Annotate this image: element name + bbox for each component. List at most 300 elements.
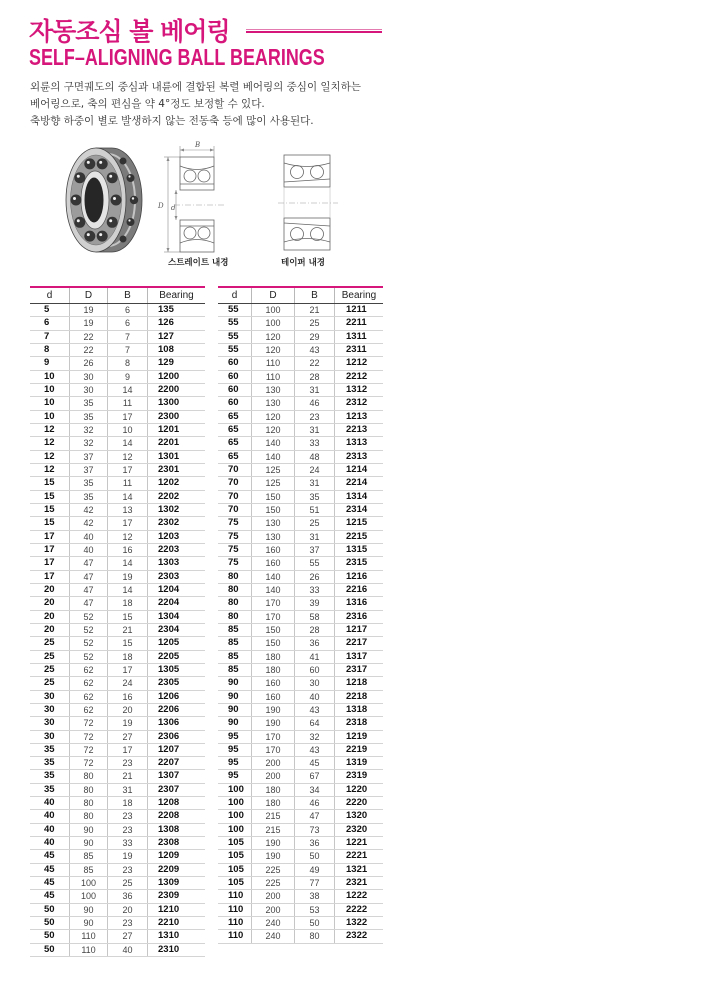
table-row xyxy=(218,770,383,783)
cell-bearing-no: 2306 xyxy=(158,730,180,742)
cell-width-B: 15 xyxy=(108,611,148,623)
cell-bearing-no: 1210 xyxy=(158,903,180,915)
cell-width-B: 33 xyxy=(295,437,335,449)
cell-bore-d: 17 xyxy=(30,557,70,569)
cell-width-B: 21 xyxy=(295,304,335,316)
table-row xyxy=(30,757,205,770)
cell-width-B: 55 xyxy=(295,557,335,569)
cell-bore-d: 10 xyxy=(30,411,70,423)
table-row xyxy=(218,451,383,464)
cell-outer-D: 160 xyxy=(252,677,295,689)
cell-outer-D: 120 xyxy=(252,411,295,423)
cell-bore-d: 80 xyxy=(218,584,252,596)
table-row xyxy=(218,624,383,637)
cell-outer-D: 19 xyxy=(70,317,108,329)
table-row xyxy=(30,411,205,424)
cell-width-B: 49 xyxy=(295,864,335,876)
cell-width-B: 28 xyxy=(295,371,335,383)
cell-bore-d: 45 xyxy=(30,850,70,862)
cell-bearing-no: 1304 xyxy=(158,610,180,622)
cell-outer-D: 80 xyxy=(70,770,108,782)
cell-width-B: 31 xyxy=(295,477,335,489)
cell-width-B: 36 xyxy=(108,890,148,902)
cell-outer-D: 35 xyxy=(70,477,108,489)
cell-bore-d: 17 xyxy=(30,544,70,556)
cell-width-B: 19 xyxy=(108,850,148,862)
cell-outer-D: 160 xyxy=(252,557,295,569)
cell-bore-d: 9 xyxy=(30,357,70,369)
cell-bearing-no: 1200 xyxy=(158,370,180,382)
cell-bore-d: 55 xyxy=(218,331,252,343)
cell-width-B: 24 xyxy=(108,677,148,689)
cell-width-B: 28 xyxy=(295,624,335,636)
cell-bore-d: 95 xyxy=(218,731,252,743)
cell-width-B: 21 xyxy=(108,770,148,782)
table-row xyxy=(30,837,205,850)
cell-outer-D: 200 xyxy=(252,904,295,916)
table-row xyxy=(30,584,205,597)
table-row xyxy=(218,437,383,450)
cell-bore-d: 85 xyxy=(218,637,252,649)
cell-width-B: 36 xyxy=(295,637,335,649)
cell-bearing-no: 2318 xyxy=(346,717,368,729)
cell-bearing-no: 2300 xyxy=(158,410,180,422)
cell-bore-d: 20 xyxy=(30,624,70,636)
cell-width-B: 43 xyxy=(295,704,335,716)
cell-bore-d: 105 xyxy=(218,864,252,876)
cell-bearing-no: 1206 xyxy=(158,690,180,702)
cell-bearing-no: 2215 xyxy=(346,530,368,542)
figure-label-taper-bore: 테이퍼 내경 xyxy=(281,258,326,268)
header-d: d xyxy=(30,288,70,303)
cell-width-B: 47 xyxy=(295,810,335,822)
cell-bore-d: 50 xyxy=(30,944,70,956)
cell-bore-d: 75 xyxy=(218,517,252,529)
cell-bearing-no: 2207 xyxy=(158,757,180,769)
cell-bearing-no: 1204 xyxy=(158,583,180,595)
cell-width-B: 51 xyxy=(295,504,335,516)
cell-width-B: 39 xyxy=(295,597,335,609)
cell-bearing-no: 1310 xyxy=(158,930,180,942)
cell-outer-D: 190 xyxy=(252,717,295,729)
table-row xyxy=(30,371,205,384)
cell-bore-d: 60 xyxy=(218,384,252,396)
table-row xyxy=(30,597,205,610)
cell-outer-D: 42 xyxy=(70,517,108,529)
cell-bearing-no: 2208 xyxy=(158,810,180,822)
dim-label-B: B xyxy=(195,141,201,149)
cell-width-B: 16 xyxy=(108,544,148,556)
cell-bearing-no: 1305 xyxy=(158,663,180,675)
cell-bore-d: 35 xyxy=(30,744,70,756)
cell-bore-d: 7 xyxy=(30,331,70,343)
table-row xyxy=(218,677,383,690)
cell-width-B: 19 xyxy=(108,571,148,583)
cell-bore-d: 12 xyxy=(30,437,70,449)
table-row xyxy=(30,904,205,917)
cell-width-B: 9 xyxy=(108,371,148,383)
table-row xyxy=(218,491,383,504)
table-row xyxy=(30,744,205,757)
cell-width-B: 26 xyxy=(295,571,335,583)
table-row xyxy=(30,850,205,863)
bearing-table-right xyxy=(218,286,383,944)
table-row xyxy=(218,797,383,810)
cell-width-B: 15 xyxy=(108,637,148,649)
table-row xyxy=(30,890,205,903)
cell-bore-d: 65 xyxy=(218,424,252,436)
cell-width-B: 29 xyxy=(295,331,335,343)
cell-bore-d: 105 xyxy=(218,837,252,849)
cell-width-B: 17 xyxy=(108,411,148,423)
cell-width-B: 6 xyxy=(108,304,148,316)
cell-width-B: 17 xyxy=(108,664,148,676)
table-row xyxy=(218,864,383,877)
cell-bearing-no: 1220 xyxy=(346,783,368,795)
cell-bore-d: 15 xyxy=(30,517,70,529)
cell-bearing-no: 1207 xyxy=(158,743,180,755)
cell-outer-D: 170 xyxy=(252,611,295,623)
title-rule-bar xyxy=(246,31,382,33)
cell-width-B: 46 xyxy=(295,797,335,809)
cell-bearing-no: 1201 xyxy=(158,423,180,435)
cell-bore-d: 40 xyxy=(30,824,70,836)
cell-outer-D: 180 xyxy=(252,651,295,663)
table-row xyxy=(218,717,383,730)
table-row xyxy=(218,930,383,943)
table-row xyxy=(218,544,383,557)
cell-width-B: 22 xyxy=(295,357,335,369)
cell-bore-d: 20 xyxy=(30,611,70,623)
table-body xyxy=(218,304,383,944)
cell-bore-d: 60 xyxy=(218,357,252,369)
cell-outer-D: 110 xyxy=(70,930,108,942)
header-bearing: Bearing xyxy=(341,290,377,301)
straight-bore-drawing xyxy=(154,140,232,258)
cell-width-B: 40 xyxy=(108,944,148,956)
cell-bearing-no: 2213 xyxy=(346,423,368,435)
table-row xyxy=(30,797,205,810)
cell-width-B: 67 xyxy=(295,770,335,782)
dimension-lines xyxy=(164,146,214,252)
cell-bearing-no: 129 xyxy=(158,357,174,369)
cell-bearing-no: 2217 xyxy=(346,637,368,649)
cell-outer-D: 130 xyxy=(252,384,295,396)
cell-width-B: 45 xyxy=(295,757,335,769)
side-face-lines xyxy=(284,187,330,218)
cell-width-B: 31 xyxy=(295,384,335,396)
table-row xyxy=(218,331,383,344)
header-d: d xyxy=(218,288,252,303)
cell-outer-D: 125 xyxy=(252,477,295,489)
table-row xyxy=(30,637,205,650)
cell-width-B: 14 xyxy=(108,437,148,449)
table-row xyxy=(218,384,383,397)
table-row xyxy=(218,664,383,677)
cell-bore-d: 105 xyxy=(218,877,252,889)
cell-outer-D: 110 xyxy=(252,357,295,369)
cell-outer-D: 100 xyxy=(252,317,295,329)
cell-outer-D: 170 xyxy=(252,597,295,609)
cell-bore-d: 70 xyxy=(218,477,252,489)
table-row xyxy=(218,504,383,517)
cell-bore-d: 17 xyxy=(30,571,70,583)
cell-bore-d: 12 xyxy=(30,451,70,463)
cell-width-B: 27 xyxy=(108,731,148,743)
cell-bore-d: 40 xyxy=(30,797,70,809)
cell-bore-d: 10 xyxy=(30,371,70,383)
cell-width-B: 48 xyxy=(295,451,335,463)
cell-outer-D: 140 xyxy=(252,451,295,463)
table-row xyxy=(218,611,383,624)
cell-outer-D: 62 xyxy=(70,664,108,676)
cell-width-B: 73 xyxy=(295,824,335,836)
cell-width-B: 21 xyxy=(108,624,148,636)
cell-width-B: 11 xyxy=(108,397,148,409)
header-D: D xyxy=(252,288,295,303)
cell-outer-D: 125 xyxy=(252,464,295,476)
cell-bearing-no: 1202 xyxy=(158,477,180,489)
table-row xyxy=(30,864,205,877)
cell-width-B: 18 xyxy=(108,597,148,609)
cell-bearing-no: 2309 xyxy=(158,890,180,902)
cell-bore-d: 100 xyxy=(218,797,252,809)
cell-bore-d: 100 xyxy=(218,824,252,836)
table-row xyxy=(218,824,383,837)
table-row xyxy=(218,517,383,530)
cell-outer-D: 225 xyxy=(252,864,295,876)
table-row xyxy=(218,557,383,570)
cell-outer-D: 215 xyxy=(252,810,295,822)
table-row xyxy=(30,397,205,410)
cell-bearing-no: 1307 xyxy=(158,770,180,782)
cell-outer-D: 22 xyxy=(70,344,108,356)
table-row xyxy=(30,784,205,797)
cell-bore-d: 50 xyxy=(30,930,70,942)
table-row xyxy=(218,584,383,597)
cell-bore-d: 95 xyxy=(218,757,252,769)
cell-width-B: 33 xyxy=(108,837,148,849)
table-row xyxy=(30,517,205,530)
table-row xyxy=(218,877,383,890)
cell-bearing-no: 1214 xyxy=(346,463,368,475)
cell-outer-D: 150 xyxy=(252,491,295,503)
cell-outer-D: 32 xyxy=(70,437,108,449)
table-row xyxy=(30,704,205,717)
page-title-korean: 자동조심 볼 베어링 xyxy=(29,17,230,46)
cell-bearing-no: 1219 xyxy=(346,730,368,742)
bore xyxy=(85,178,104,223)
cell-outer-D: 240 xyxy=(252,917,295,929)
cell-width-B: 14 xyxy=(108,491,148,503)
cell-bearing-no: 127 xyxy=(158,330,174,342)
cell-bearing-no: 2316 xyxy=(346,610,368,622)
cell-bore-d: 80 xyxy=(218,597,252,609)
cell-bore-d: 20 xyxy=(30,597,70,609)
cell-width-B: 14 xyxy=(108,557,148,569)
cell-outer-D: 215 xyxy=(252,824,295,836)
cell-outer-D: 130 xyxy=(252,517,295,529)
cell-bore-d: 50 xyxy=(30,917,70,929)
cell-width-B: 11 xyxy=(108,477,148,489)
header-B: B xyxy=(108,288,148,303)
table-row xyxy=(218,731,383,744)
table-row xyxy=(30,651,205,664)
cell-bearing-no: 1205 xyxy=(158,637,180,649)
cell-bore-d: 90 xyxy=(218,704,252,716)
cell-outer-D: 120 xyxy=(252,344,295,356)
cell-bearing-no: 2313 xyxy=(346,450,368,462)
cell-outer-D: 35 xyxy=(70,411,108,423)
cell-width-B: 60 xyxy=(295,664,335,676)
cell-outer-D: 100 xyxy=(252,304,295,316)
table-row xyxy=(30,317,205,330)
cell-bearing-no: 1216 xyxy=(346,570,368,582)
cell-bearing-no: 1321 xyxy=(346,863,368,875)
cell-outer-D: 30 xyxy=(70,384,108,396)
cell-width-B: 14 xyxy=(108,584,148,596)
cell-bore-d: 35 xyxy=(30,770,70,782)
cell-bore-d: 5 xyxy=(30,304,70,316)
cell-bearing-no: 2308 xyxy=(158,837,180,849)
cell-width-B: 53 xyxy=(295,904,335,916)
table-row xyxy=(218,904,383,917)
cell-width-B: 41 xyxy=(295,651,335,663)
table-row xyxy=(30,491,205,504)
table-row xyxy=(218,837,383,850)
cell-bore-d: 110 xyxy=(218,904,252,916)
table-row xyxy=(218,344,383,357)
table-row xyxy=(218,691,383,704)
cell-bearing-no: 108 xyxy=(158,343,174,355)
cell-width-B: 50 xyxy=(295,917,335,929)
cell-outer-D: 90 xyxy=(70,824,108,836)
table-row xyxy=(30,810,205,823)
cell-outer-D: 62 xyxy=(70,691,108,703)
cell-width-B: 30 xyxy=(295,677,335,689)
cell-width-B: 43 xyxy=(295,744,335,756)
cell-bearing-no: 2203 xyxy=(158,543,180,555)
cell-bore-d: 100 xyxy=(218,784,252,796)
cell-bore-d: 95 xyxy=(218,770,252,782)
cell-bearing-no: 2319 xyxy=(346,770,368,782)
cell-outer-D: 62 xyxy=(70,704,108,716)
table-row xyxy=(218,371,383,384)
cell-outer-D: 30 xyxy=(70,371,108,383)
header-D: D xyxy=(70,288,108,303)
cell-width-B: 25 xyxy=(295,317,335,329)
cell-outer-D: 140 xyxy=(252,571,295,583)
cell-outer-D: 52 xyxy=(70,651,108,663)
cell-bearing-no: 2307 xyxy=(158,783,180,795)
cell-bearing-no: 1306 xyxy=(158,717,180,729)
header-B: B xyxy=(295,288,335,303)
cell-outer-D: 47 xyxy=(70,557,108,569)
cell-bearing-no: 2210 xyxy=(158,917,180,929)
table-row xyxy=(218,397,383,410)
cell-bearing-no: 1311 xyxy=(346,330,367,342)
cell-width-B: 23 xyxy=(108,864,148,876)
cell-width-B: 13 xyxy=(108,504,148,516)
cell-bearing-no: 2303 xyxy=(158,570,180,582)
cell-outer-D: 42 xyxy=(70,504,108,516)
cell-bearing-no: 1317 xyxy=(346,650,368,662)
cell-width-B: 77 xyxy=(295,877,335,889)
cell-width-B: 10 xyxy=(108,424,148,436)
upper-section xyxy=(284,155,330,187)
cell-width-B: 23 xyxy=(108,810,148,822)
cell-bore-d: 40 xyxy=(30,837,70,849)
cell-bearing-no: 2211 xyxy=(346,317,367,329)
cell-outer-D: 150 xyxy=(252,637,295,649)
cell-outer-D: 110 xyxy=(252,371,295,383)
cell-outer-D: 200 xyxy=(252,890,295,902)
cell-bearing-no: 1314 xyxy=(346,490,368,502)
cell-outer-D: 72 xyxy=(70,717,108,729)
table-row xyxy=(30,531,205,544)
cell-width-B: 31 xyxy=(295,531,335,543)
cell-bearing-no: 2216 xyxy=(346,583,368,595)
cell-bearing-no: 1316 xyxy=(346,597,368,609)
cell-bore-d: 12 xyxy=(30,464,70,476)
table-row xyxy=(30,437,205,450)
cell-width-B: 33 xyxy=(295,584,335,596)
cell-bore-d: 85 xyxy=(218,651,252,663)
cell-outer-D: 52 xyxy=(70,624,108,636)
title-rule-thin xyxy=(246,29,382,30)
cell-bore-d: 35 xyxy=(30,757,70,769)
cell-bearing-no: 2315 xyxy=(346,557,368,569)
table-row xyxy=(30,611,205,624)
table-row xyxy=(30,824,205,837)
cell-width-B: 35 xyxy=(295,491,335,503)
table-row xyxy=(30,304,205,317)
table-row xyxy=(218,317,383,330)
upper-section xyxy=(180,157,214,190)
table-row xyxy=(30,930,205,943)
cell-bore-d: 15 xyxy=(30,491,70,503)
table-row xyxy=(218,917,383,930)
cell-width-B: 7 xyxy=(108,344,148,356)
description-line: 베어링으로, 축의 편심을 약 4°정도 보정할 수 있다. xyxy=(30,98,265,110)
cell-width-B: 23 xyxy=(295,411,335,423)
table-row xyxy=(30,877,205,890)
cell-bearing-no: 1303 xyxy=(158,557,180,569)
table-row xyxy=(218,784,383,797)
cell-width-B: 50 xyxy=(295,850,335,862)
table-row xyxy=(218,890,383,903)
cell-outer-D: 120 xyxy=(252,424,295,436)
cell-outer-D: 80 xyxy=(70,810,108,822)
table-row xyxy=(218,810,383,823)
cell-bore-d: 25 xyxy=(30,664,70,676)
dimension-arrows xyxy=(167,149,215,253)
cell-bore-d: 30 xyxy=(30,704,70,716)
cell-width-B: 64 xyxy=(295,717,335,729)
table-row xyxy=(30,544,205,557)
cell-bearing-no: 135 xyxy=(158,304,174,315)
cell-bearing-no: 1320 xyxy=(346,810,368,822)
cell-bearing-no: 2214 xyxy=(346,477,368,489)
cell-bore-d: 55 xyxy=(218,317,252,329)
cell-bore-d: 75 xyxy=(218,544,252,556)
cell-bore-d: 75 xyxy=(218,557,252,569)
cell-bearing-no: 1218 xyxy=(346,677,368,689)
cell-bore-d: 30 xyxy=(30,691,70,703)
cell-bearing-no: 126 xyxy=(158,317,174,329)
cell-outer-D: 26 xyxy=(70,357,108,369)
cell-width-B: 24 xyxy=(295,464,335,476)
